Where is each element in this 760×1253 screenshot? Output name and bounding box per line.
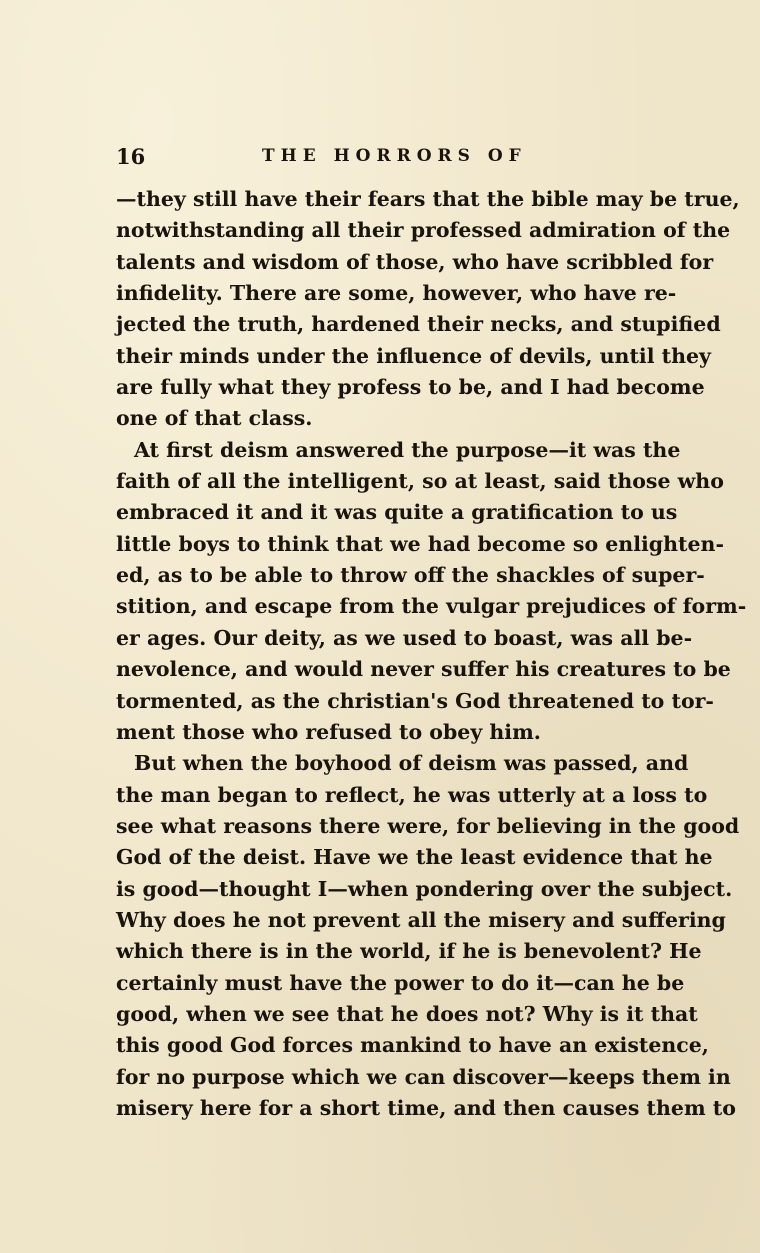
text-line: little boys to think that we had become so enlighten- bbox=[116, 531, 724, 556]
paragraph-start-line: At first deism answered the purpose—it was the bbox=[134, 437, 681, 462]
text-line: the man began to reflect, he was utterly at a loss to bbox=[116, 782, 708, 807]
page-header bbox=[116, 144, 656, 174]
running-head: THE HORRORS OF bbox=[262, 146, 527, 166]
text-line: for no purpose which we can discover—keeps them in bbox=[116, 1064, 731, 1089]
text-line: talents and wisdom of those, who have scribbled for bbox=[116, 249, 714, 274]
text-line: er ages. Our deity, as we used to boast, was all be- bbox=[116, 625, 693, 650]
text-line: jected the truth, hardened their necks, and stupified bbox=[116, 312, 721, 337]
text-line: —they still have their fears that the bible may be true, bbox=[116, 187, 740, 211]
page-number: 16 bbox=[116, 144, 146, 169]
text-line: ment those who refused to obey him. bbox=[116, 719, 541, 744]
text-line: Why does he not prevent all the misery and suffering bbox=[116, 907, 726, 932]
text-line: good, when we see that he does not? Why is it that bbox=[116, 1001, 698, 1026]
text-line: this good God forces mankind to have an existence, bbox=[116, 1033, 709, 1058]
text-line: see what reasons there were, for believing in the good bbox=[116, 813, 740, 838]
text-line: God of the deist. Have we the least evidence that he bbox=[116, 845, 713, 870]
text-line: notwithstanding all their professed admiration of the bbox=[116, 218, 731, 243]
text-line: misery here for a short time, and then causes them to bbox=[116, 1095, 736, 1120]
text-line: embraced it and it was quite a gratification to us bbox=[116, 500, 678, 525]
paragraph-start-line: But when the boyhood of deism was passed, and bbox=[134, 751, 689, 776]
text-line: certainly must have the power to do it—can he be bbox=[116, 970, 685, 995]
text-line: nevolence, and would never suffer his creatures to be bbox=[116, 657, 731, 682]
text-line: one of that class. bbox=[116, 406, 313, 431]
text-line: tormented, as the christian's God threatened to tor- bbox=[116, 688, 714, 713]
body-text bbox=[116, 184, 747, 1124]
text-line: are fully what they profess to be, and I had become bbox=[116, 375, 705, 400]
text-line: which there is in the world, if he is benevolent? He bbox=[116, 939, 702, 964]
text-line: faith of all the intelligent, so at least, said those who bbox=[116, 469, 724, 494]
text-line: is good—thought I—when pondering over the subject. bbox=[116, 876, 733, 901]
text-line: infidelity. There are some, however, who have re- bbox=[116, 281, 677, 306]
text-line: stition, and escape from the vulgar prejudices of form- bbox=[116, 594, 747, 619]
text-line: their minds under the influence of devils, until they bbox=[116, 343, 711, 368]
text-line: ed, as to be able to throw off the shackles of super- bbox=[116, 563, 705, 588]
